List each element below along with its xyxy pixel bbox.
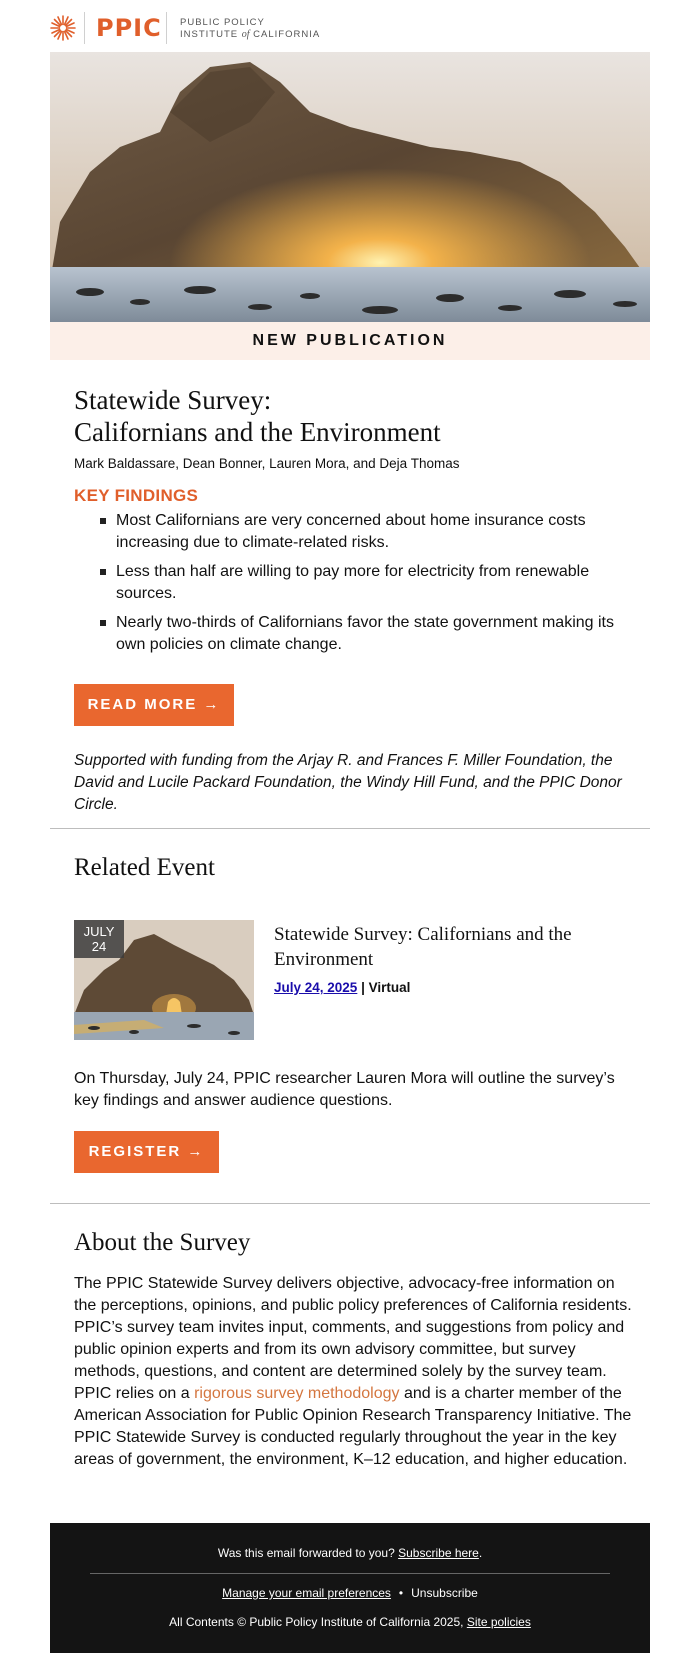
key-findings-heading: KEY FINDINGS	[74, 486, 199, 505]
event-image[interactable]	[74, 920, 254, 1040]
footer-divider	[90, 1573, 610, 1574]
section-divider	[50, 1203, 650, 1204]
event-meta-separator: |	[357, 980, 369, 995]
about-text-part-2: and is a charter member of the American Association for Public Opinion Research Transparency Initiative. The PPIC Statewide Survey is conducted regularly throughout the year in the key areas of government, the environment, K–12 education, and higher education.	[74, 1385, 632, 1468]
square-bullet-icon	[100, 620, 106, 626]
header-divider	[166, 12, 167, 44]
copyright-text: All Contents © Public Policy Institute of California 2025,	[169, 1615, 467, 1629]
key-findings-list	[74, 510, 634, 663]
related-event-heading: Related Event	[74, 854, 215, 881]
institute-name	[180, 17, 320, 41]
california-word: CALIFORNIA	[253, 29, 321, 40]
title-line-2: Californians and the Environment	[74, 417, 441, 447]
copyright-line	[50, 1615, 650, 1629]
event-meta	[274, 980, 410, 995]
title-line-1: Statewide Survey:	[74, 385, 272, 415]
event-description: On Thursday, July 24, PPIC researcher Lauren Mora will outline the survey’s key findings and answer audience questions.	[74, 1070, 615, 1109]
badge-day: 24	[91, 939, 107, 954]
institute-line-2	[180, 29, 320, 41]
finding-text: Nearly two-thirds of Californians favor the state government making its own policies on climate change.	[116, 614, 614, 653]
finding-item	[74, 510, 634, 554]
unsubscribe-link[interactable]: Unsubscribe	[411, 1586, 478, 1600]
event-date-badge	[74, 920, 124, 958]
header	[50, 0, 650, 52]
event-mode: Virtual	[368, 980, 411, 995]
finding-text: Most Californians are very concerned about home insurance costs increasing due to climate-related risks.	[116, 512, 586, 551]
funding-note: Supported with funding from the Arjay R. and Frances F. Miller Foundation, the David and Lucile Packard Foundation, the Windy Hill Fund, and the PPIC Donor Circle.	[74, 752, 622, 813]
section-divider	[50, 828, 650, 829]
square-bullet-icon	[100, 518, 106, 524]
bullet-separator: •	[398, 1586, 404, 1600]
new-publication-banner: NEW PUBLICATION	[50, 322, 650, 360]
square-bullet-icon	[100, 569, 106, 575]
event-date-link[interactable]: July 24, 2025	[274, 980, 358, 995]
subscribe-link[interactable]: Subscribe here	[398, 1546, 479, 1560]
finding-item	[74, 561, 634, 605]
finding-item	[74, 612, 634, 656]
institute-of: of	[241, 29, 250, 40]
read-more-button[interactable]: READ MORE →	[74, 684, 234, 726]
event-title[interactable]: Statewide Survey: Californians and the Environment	[274, 924, 572, 970]
preferences-line	[50, 1586, 650, 1600]
forwarded-text: Was this email forwarded to you?	[217, 1546, 399, 1560]
publication-title[interactable]	[74, 384, 634, 448]
register-button[interactable]: REGISTER →	[74, 1131, 219, 1173]
header-divider	[84, 12, 85, 44]
methodology-link[interactable]: rigorous survey methodology	[194, 1385, 400, 1402]
hero-image[interactable]	[50, 52, 650, 322]
badge-month: JULY	[83, 924, 115, 939]
manage-preferences-link[interactable]: Manage your email preferences	[222, 1586, 391, 1600]
site-policies-link[interactable]: Site policies	[466, 1615, 531, 1629]
about-text-part-1: The PPIC Statewide Survey delivers objective, advocacy-free information on the perceptions, opinions, and public policy preferences of California residents. PPIC’s survey team invites input, comments, and suggestions from policy and public opinion experts and from its own advisory committee, but survey methods, questions, and content are determined solely by the survey team. PPIC relies on a	[74, 1275, 632, 1402]
institute-line-1: PUBLIC POLICY	[180, 17, 265, 28]
forwarded-line	[50, 1546, 650, 1560]
ppic-logo[interactable]: PPIC	[96, 14, 162, 42]
finding-text: Less than half are willing to pay more for electricity from renewable sources.	[116, 563, 590, 602]
institute-word: INSTITUTE	[180, 29, 239, 40]
about-survey-heading: About the Survey	[74, 1229, 251, 1256]
about-survey-text	[74, 1273, 634, 1471]
ppic-burst-icon	[50, 15, 76, 41]
footer	[50, 1523, 650, 1653]
forwarded-period: .	[478, 1546, 483, 1560]
publication-authors: Mark Baldassare, Dean Bonner, Lauren Mora, and Deja Thomas	[74, 456, 460, 471]
